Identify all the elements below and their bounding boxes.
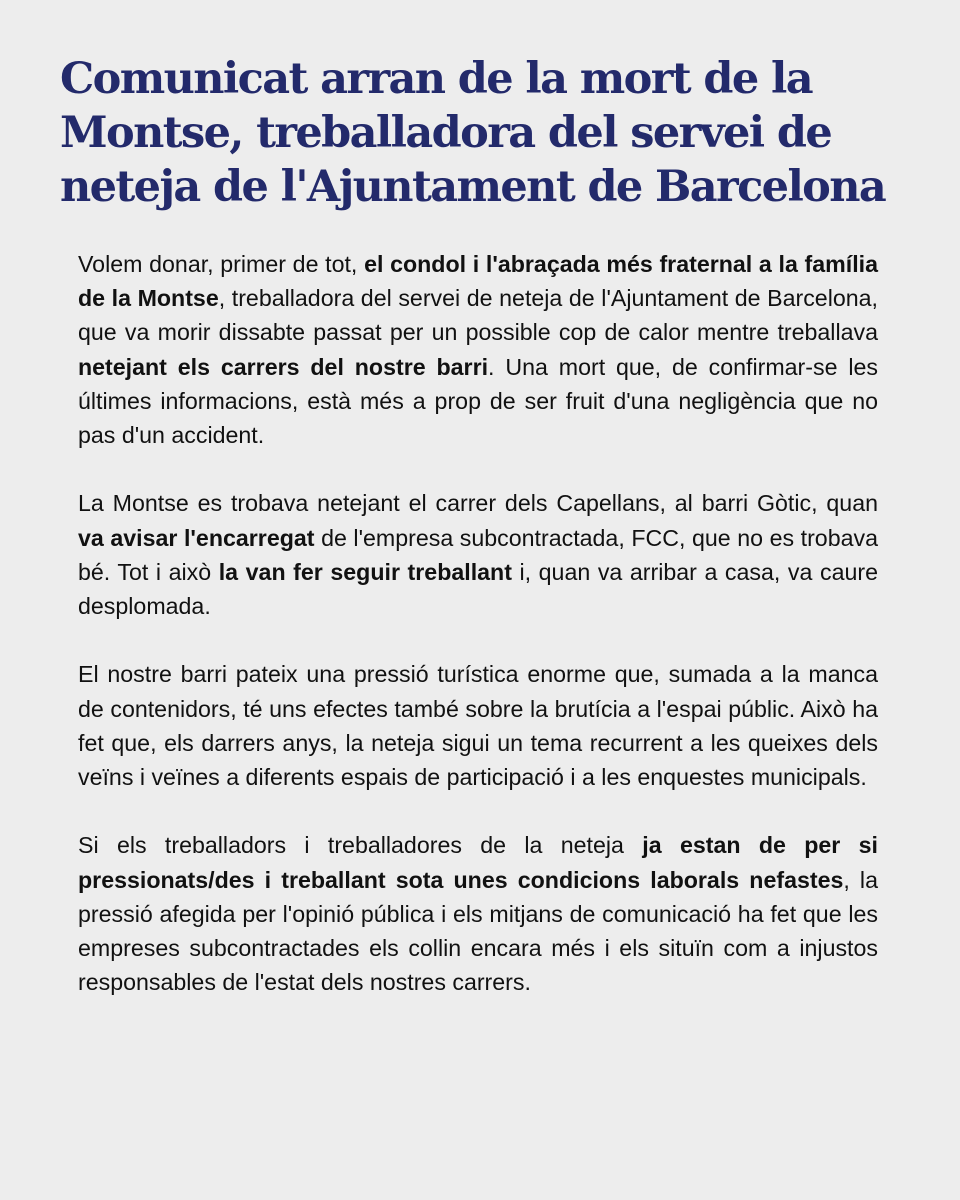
bold-text: va avisar l'encarregat: [78, 524, 315, 551]
bold-text: netejant els carrers del nostre barri: [78, 353, 489, 380]
text-segment: El nostre barri pateix una pressió turística enorme que, sumada a la manca de contenidors, té uns efectes també sobre la brutícia a l'espai públic. Això ha fet que, els darrers anys, la neteja sigui un tema recurrent a les queixes dels veïns i veïnes a diferents espais de participació i a les enquestes municipals.: [78, 661, 878, 791]
bold-text: el condol i l'abraçada més fraternal a la família de la Montse: [78, 251, 878, 312]
text-segment: . Una mort que, de confirmar-se les últimes informacions, està més a prop de ser fruit d'una negligència que no pas d'un accident.: [78, 353, 879, 449]
bold-text: ja estan de per si pressionats/des i treballant sota unes condicions laborals nefastes: [78, 832, 878, 893]
text-segment: , la pressió afegida per l'opinió pública i els mitjans de comunicació ha fet que les empreses subcontractades els collin encara més i els situïn com a injustos responsables de l'estat dels nostres carrers.: [78, 866, 878, 996]
text-segment: Volem donar, primer de tot,: [78, 251, 365, 277]
text-segment: La Montse es trobava netejant el carrer dels Capellans, al barri Gòtic, quan: [78, 490, 878, 517]
paragraph-1: [78, 247, 878, 452]
text-segment: de l'empresa subcontractada, FCC, que no es trobava bé. Tot i això: [78, 524, 878, 585]
text-segment: Si els treballadors i treballadores de la neteja: [78, 832, 643, 859]
bold-text: la van fer seguir treballant: [218, 558, 512, 585]
statement-body: [78, 247, 878, 1034]
text-segment: , treballadora del servei de neteja de l'Ajuntament de Barcelona, que va morir dissabte passat per un possible cop de calor mentre treballava: [78, 285, 878, 346]
paragraph-3: [78, 657, 878, 794]
page-title: Comunicat arran de la mort de la Montse, treballadora del servei de neteja de l'Ajuntament de Barcelona: [60, 54, 886, 212]
paragraph-2: [78, 486, 878, 623]
text-segment: i, quan va arribar a casa, va caure desplomada.: [78, 558, 878, 620]
paragraph-4: [78, 828, 878, 999]
